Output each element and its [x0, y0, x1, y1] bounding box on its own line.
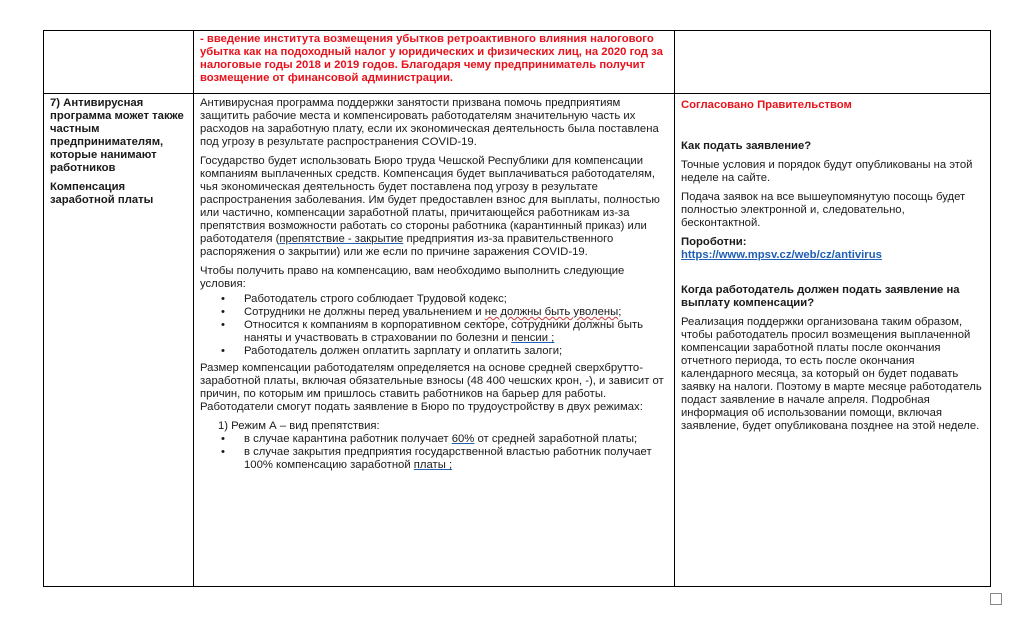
table-cell	[44, 31, 194, 94]
list-item: • Сотрудники не должны перед увальнением и не должны быть уволены;	[244, 306, 668, 319]
section-heading: Как подать заявление?	[681, 140, 812, 152]
description-paragraph: Государство будет использовать Бюро труда Чешской Республики для компенсации компаниям выплаченных средств. Компенсация будет выплачиваться работодателям, чья экономическая деятельность будет поставлена под угрозу в результате распространения заболевания. Им будет предоставлен взнос для выплаты, полностью или частично, компенсации заработной платы, причитающейся работникам из-за препятствия возможности работать со стороны работника (карантинный приказ) или работодателя (препятствие - закрытие предприятия из-за правительственного распоряжения о закрытии) или же если по причине заражения COVID-19.	[200, 155, 660, 258]
program-title-cell	[44, 94, 194, 587]
table-row	[44, 31, 991, 94]
info-paragraph: Реализация поддержки организована таким образом, чтобы работодатель просил возмещения выплаченной компенсации заработной платы после окончания отчетного периода, то есть после окончания календарного месяца, за который он будет подавать заявку на налоги. Поэтому в марте месяце работодатель подаст заявление в начале апреля. Подробная информация об использовании помощи, включая заявление, будет опубликована позднее на этой неделе.	[681, 316, 982, 432]
document-table	[43, 30, 991, 587]
description-paragraph: Размер компенсации работодателям определяется на основе средней сверхбрутто-заработной платы, включая обязательные взносы (48 400 чешских крон, -), и зависит от причин, по которым им пришлось ставить работников на барьер для работы. Работодатели смогут подать заявление в Бюро по трудоустройству в двух режимах:	[200, 362, 664, 413]
program-subtitle: Компенсация заработной платы	[50, 181, 154, 206]
loss-carryback-text: - введение института возмещения убытков ретроактивного влияния налогового убытка как на подоходный налог у юридических и физических лиц, на 2020 год за налоговые годы 2018 и 2019 годов. Благодаря чему предприниматель получит возмещение от финансовой администрации.	[200, 33, 663, 84]
program-description-cell	[194, 94, 675, 587]
info-paragraph	[681, 249, 984, 262]
list-item: • в случае карантина работник получает 60% от средней заработной платы;	[244, 433, 668, 446]
table-cell	[675, 31, 991, 94]
antivirus-link[interactable]: https://www.mpsv.cz/web/cz/antivirus	[681, 249, 882, 261]
approval-status: Согласовано Правительством	[681, 99, 852, 111]
info-paragraph: Точные условия и порядок будут опубликованы на этой неделе на сайте.	[681, 159, 973, 184]
description-paragraph: Антивирусная программа поддержки занятости призвана помочь предприятиям защитить рабочие места и компенсировать работодателям значительную часть их расходов на заработную плату, если их экономическая деятельность была поставлена под угрозу в результате распространения COVID-19.	[200, 97, 659, 148]
program-title: 7) Антивирусная программа может также частным предпринимателям, которые нанимают работников	[50, 97, 184, 174]
table-resize-handle[interactable]	[990, 593, 1002, 605]
list-item: • Работодатель строго соблюдает Трудовой кодекс;	[244, 293, 668, 306]
details-label: Пороботни:	[681, 236, 747, 248]
section-heading: Когда работодатель должен подать заявление на выплату компенсации?	[681, 284, 960, 309]
regime-list	[200, 433, 668, 472]
conditions-intro: Чтобы получить право на компенсацию, вам необходимо выполнить следующие условия:	[200, 265, 625, 290]
numbered-item: 1) Режим А – вид препятствия:	[218, 420, 380, 432]
list-item: • Работодатель должен оплатить зарплату и оплатить залоги;	[244, 345, 668, 358]
list-item: • Относится к компаниям в корпоративном секторе, сотрудники должны быть наняты и участвовать в страховании по болезни и пенсии ;	[244, 319, 668, 345]
table-cell	[194, 31, 675, 94]
conditions-list	[200, 293, 668, 358]
table-row	[44, 94, 991, 587]
program-status-cell	[675, 94, 991, 587]
info-paragraph: Подача заявок на все вышеупомянутую посощь будет полностью электронной и, следовательно, бесконтактной.	[681, 191, 966, 229]
list-item: • в случае закрытия предприятия государственной властью работник получает 100% компенсацию заработной платы ;	[244, 446, 668, 472]
